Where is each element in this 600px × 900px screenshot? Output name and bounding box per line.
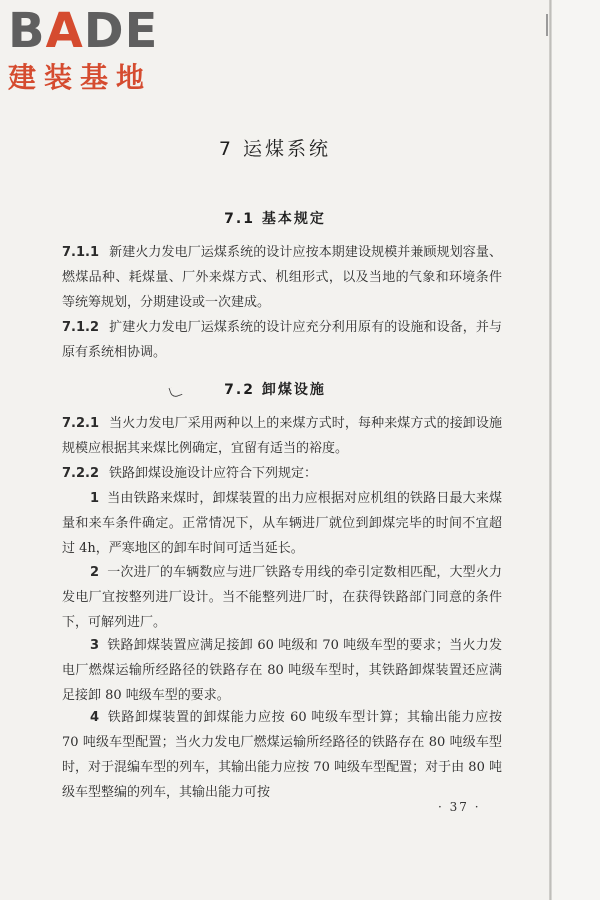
item-4 [62,705,502,805]
clause-7-1-2 [62,315,502,365]
item-number: 4 [90,710,100,725]
item-2 [62,560,502,635]
item-text: 一次进厂的车辆数应与进厂铁路专用线的牵引定数相匹配，大型火力发电厂宜按整列进厂设计。当不能整列进厂时，在获得铁路部门同意的条件下，可解列进厂。 [62,565,502,630]
logo-letters-suffix: DE [83,3,159,59]
page-margin [552,0,600,900]
section-title-7-1: 7.1 基本规定 [224,211,326,227]
clause-7-2-2 [62,461,502,486]
logo-letters-prefix: B [8,3,46,59]
page-number: · 37 · [438,800,481,814]
margin-mark [546,14,548,36]
clause-7-2-1 [62,411,502,461]
item-number: 1 [90,491,100,506]
logo-letter-accent: A [45,3,84,59]
section-title-7-2: 7.2 卸煤设施 [224,382,326,398]
item-text: 铁路卸煤装置的卸煤能力应按 60 吨级车型计算；其输出能力应按 70 吨级车型配置；当火力发电厂燃煤运输所经路径的铁路存在 80 吨级车型时，对于混编车型的列车，其输出能力应按 70 吨级车型配置；对于由 80 吨级车型整编的列车，其输出能力可按 [62,710,502,800]
item-3 [62,633,502,708]
clause-number: 7.1.2 [62,320,100,335]
item-text: 铁路卸煤装置应满足接卸 60 吨级和 70 吨级车型的要求；当火力发电厂燃煤运输所经路径的铁路存在 80 吨级车型时，其铁路卸煤装置还应满足接卸 80 吨级车型的要求。 [62,638,502,703]
item-1 [62,486,502,561]
item-number: 3 [90,638,100,653]
clause-text: 铁路卸煤设施设计应符合下列规定： [109,466,318,481]
clause-number: 7.1.1 [62,245,100,260]
item-text: 当由铁路来煤时，卸煤装置的出力应根据对应机组的铁路日最大来煤量和来车条件确定。正常情况下，从车辆进厂就位到卸煤完毕的时间不宜超过 4h，严寒地区的卸车时间可适当延长。 [62,491,502,556]
logo-wordmark [8,3,159,59]
chapter-title: 7 运煤系统 [218,138,332,160]
clause-7-1-1 [62,240,502,315]
clause-text: 扩建火力发电厂运煤系统的设计应充分利用原有的设施和设备，并与原有系统相协调。 [62,320,502,360]
clause-text: 当火力发电厂采用两种以上的来煤方式时，每种来煤方式的接卸设施规模应根据其来煤比例确定，宜留有适当的裕度。 [62,416,502,456]
bade-logo [8,3,159,96]
item-number: 2 [90,565,100,580]
clause-number: 7.2.2 [62,466,100,481]
clause-text: 新建火力发电厂运煤系统的设计应按本期建设规模并兼顾规划容量、燃煤品种、耗煤量、厂外来煤方式、机组形式，以及当地的气象和环境条件等统筹规划，分期建设或一次建成。 [62,245,502,310]
clause-number: 7.2.1 [62,416,100,431]
logo-subtitle: 建装基地 [8,61,153,94]
